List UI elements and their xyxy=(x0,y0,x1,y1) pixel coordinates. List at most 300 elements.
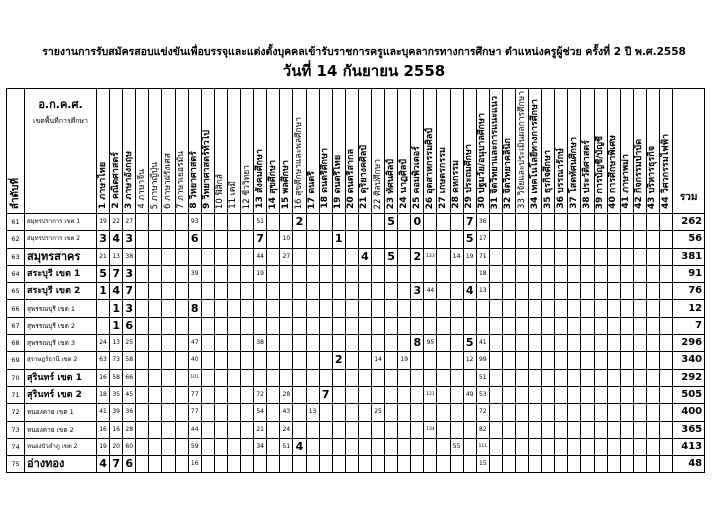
cell-count xyxy=(516,231,529,248)
cell-count xyxy=(241,283,254,300)
cell-count xyxy=(594,404,607,421)
cell-count xyxy=(568,335,581,352)
cell-count xyxy=(267,352,280,369)
cell-count xyxy=(227,421,240,438)
cell-count xyxy=(136,421,149,438)
cell-count xyxy=(201,300,214,317)
cell-count xyxy=(529,231,542,248)
cell-count xyxy=(437,317,450,334)
cell-count xyxy=(385,283,398,300)
cell-count xyxy=(293,317,306,334)
cell-count xyxy=(149,265,162,282)
cell-count xyxy=(371,248,384,265)
cell-count xyxy=(463,300,476,317)
cell-count xyxy=(424,300,437,317)
cell-count: 121 xyxy=(424,386,437,403)
cell-count xyxy=(581,386,594,403)
cell-count xyxy=(332,283,345,300)
cell-count xyxy=(411,352,424,369)
cell-count: 44 xyxy=(424,283,437,300)
cell-count xyxy=(306,335,319,352)
cell-count xyxy=(555,404,568,421)
header-subject: 8 วิทยาศาสตร์ xyxy=(188,89,201,214)
cell-count xyxy=(581,283,594,300)
cell-count xyxy=(450,421,463,438)
cell-count: 44 xyxy=(188,421,201,438)
cell-count xyxy=(149,438,162,455)
cell-count xyxy=(175,421,188,438)
cell-count xyxy=(371,213,384,230)
cell-count xyxy=(345,438,358,455)
cell-count xyxy=(319,404,332,421)
cell-count xyxy=(280,335,293,352)
cell-count xyxy=(267,386,280,403)
cell-count xyxy=(345,456,358,473)
cell-count xyxy=(502,438,515,455)
cell-count xyxy=(620,335,633,352)
cell-count: 21 xyxy=(97,248,110,265)
cell-count xyxy=(214,248,227,265)
cell-count xyxy=(633,404,646,421)
cell-count xyxy=(450,335,463,352)
cell-count xyxy=(398,438,411,455)
cell-count xyxy=(241,317,254,334)
cell-count xyxy=(345,265,358,282)
cell-count xyxy=(660,456,673,473)
cell-count: 13 xyxy=(110,248,123,265)
cell-count xyxy=(136,231,149,248)
cell-count: 5 xyxy=(385,213,398,230)
cell-count: 39 xyxy=(188,265,201,282)
cell-count xyxy=(358,352,371,369)
cell-count xyxy=(516,335,529,352)
cell-count xyxy=(385,265,398,282)
row-number: 69 xyxy=(7,352,25,369)
cell-count xyxy=(463,438,476,455)
cell-count xyxy=(398,456,411,473)
cell-count xyxy=(411,421,424,438)
cell-count xyxy=(489,386,502,403)
cell-count xyxy=(594,335,607,352)
cell-count xyxy=(136,317,149,334)
cell-count xyxy=(227,248,240,265)
cell-count xyxy=(201,283,214,300)
cell-count xyxy=(516,265,529,282)
row-number: 61 xyxy=(7,213,25,230)
cell-count xyxy=(529,438,542,455)
cell-count xyxy=(385,335,398,352)
cell-count xyxy=(555,213,568,230)
cell-count xyxy=(358,300,371,317)
cell-count xyxy=(241,421,254,438)
cell-count xyxy=(332,213,345,230)
cell-count: 77 xyxy=(188,404,201,421)
cell-count xyxy=(529,352,542,369)
cell-count xyxy=(542,335,555,352)
cell-count xyxy=(214,317,227,334)
cell-count xyxy=(162,369,175,386)
cell-count xyxy=(516,248,529,265)
cell-count xyxy=(358,213,371,230)
header-subject: 37 โสตทัศนศึกษา xyxy=(568,89,581,214)
cell-count xyxy=(437,386,450,403)
cell-count xyxy=(620,283,633,300)
cell-count xyxy=(502,369,515,386)
cell-count xyxy=(358,438,371,455)
cell-count: 49 xyxy=(463,386,476,403)
table-row xyxy=(7,213,705,230)
cell-count xyxy=(398,404,411,421)
cell-count xyxy=(267,369,280,386)
cell-count: 82 xyxy=(476,421,489,438)
cell-count xyxy=(542,231,555,248)
cell-count: 63 xyxy=(97,352,110,369)
cell-count xyxy=(633,352,646,369)
cell-count xyxy=(607,421,620,438)
cell-count xyxy=(424,231,437,248)
header-subject: 44 วิศวกรรมไฟฟ้า xyxy=(660,89,673,214)
header-subject: 38 ประวัติศาสตร์ xyxy=(581,89,594,214)
cell-count xyxy=(594,231,607,248)
cell-count xyxy=(319,300,332,317)
cell-count xyxy=(162,213,175,230)
cell-count xyxy=(306,283,319,300)
cell-count xyxy=(581,248,594,265)
cell-count xyxy=(542,438,555,455)
cell-count: 38 xyxy=(254,335,267,352)
cell-count xyxy=(345,317,358,334)
cell-count xyxy=(398,283,411,300)
header-subject: 42 กิจกรรมบำบัด xyxy=(633,89,646,214)
cell-count xyxy=(633,438,646,455)
cell-count xyxy=(188,248,201,265)
cell-count xyxy=(529,404,542,421)
cell-count xyxy=(516,386,529,403)
cell-count xyxy=(424,317,437,334)
cell-count xyxy=(175,335,188,352)
cell-count: 7 xyxy=(254,231,267,248)
cell-count: 39 xyxy=(110,404,123,421)
cell-count xyxy=(201,335,214,352)
table-row xyxy=(7,335,705,352)
header-area xyxy=(25,89,97,214)
cell-count xyxy=(594,283,607,300)
cell-count xyxy=(293,421,306,438)
cell-count xyxy=(489,317,502,334)
cell-count xyxy=(581,438,594,455)
cell-count xyxy=(516,404,529,421)
cell-count xyxy=(489,438,502,455)
cell-count xyxy=(201,352,214,369)
cell-count xyxy=(214,283,227,300)
cell-count xyxy=(516,421,529,438)
cell-count xyxy=(358,283,371,300)
header-subject: 20 ดนตรีสากล xyxy=(345,89,358,214)
cell-count xyxy=(633,456,646,473)
cell-count xyxy=(542,283,555,300)
header-subject: 34 เทคโนโลยีทางการศึกษา xyxy=(529,89,542,214)
cell-count xyxy=(424,352,437,369)
cell-count xyxy=(319,352,332,369)
cell-count xyxy=(489,265,502,282)
cell-count xyxy=(581,456,594,473)
cell-count xyxy=(175,283,188,300)
cell-count: 55 xyxy=(450,438,463,455)
cell-count xyxy=(345,421,358,438)
cell-count xyxy=(358,317,371,334)
cell-count xyxy=(267,213,280,230)
cell-count xyxy=(437,265,450,282)
cell-count xyxy=(267,317,280,334)
cell-count xyxy=(660,300,673,317)
cell-count xyxy=(424,404,437,421)
cell-count xyxy=(385,231,398,248)
cell-count: 1 xyxy=(97,283,110,300)
cell-count xyxy=(555,352,568,369)
cell-count xyxy=(280,317,293,334)
header-subject: 33 วิจัยและประเมินผลการศึกษา xyxy=(516,89,529,214)
cell-count xyxy=(293,283,306,300)
cell-count xyxy=(568,386,581,403)
row-area: สระบุรี เขต 2 xyxy=(25,283,97,300)
cell-count xyxy=(241,404,254,421)
cell-count xyxy=(267,300,280,317)
cell-count xyxy=(476,317,489,334)
cell-count xyxy=(502,404,515,421)
row-total: 7 xyxy=(673,317,705,334)
header-subject: 43 บริหารธุรกิจ xyxy=(646,89,659,214)
cell-count xyxy=(450,231,463,248)
cell-count xyxy=(201,456,214,473)
cell-count xyxy=(358,386,371,403)
cell-count xyxy=(660,352,673,369)
cell-count xyxy=(136,404,149,421)
cell-count: 25 xyxy=(371,404,384,421)
cell-count xyxy=(646,369,659,386)
header-subject: 19 ดนตรีไทย xyxy=(332,89,345,214)
header-subject: 32 จิตวิทยาคลินิก xyxy=(502,89,515,214)
cell-count xyxy=(254,300,267,317)
cell-count xyxy=(516,317,529,334)
cell-count xyxy=(489,283,502,300)
header-subject: 2 คณิตศาสตร์ xyxy=(110,89,123,214)
cell-count: 44 xyxy=(254,248,267,265)
cell-count xyxy=(254,283,267,300)
cell-count: 24 xyxy=(280,421,293,438)
cell-count: 25 xyxy=(123,335,136,352)
cell-count xyxy=(607,404,620,421)
cell-count xyxy=(358,369,371,386)
header-subject: 25 คอมพิวเตอร์ xyxy=(411,89,424,214)
cell-count xyxy=(385,352,398,369)
header-subject: 4 ภาษาจีน xyxy=(136,89,149,214)
cell-count xyxy=(201,438,214,455)
cell-count xyxy=(529,317,542,334)
table-row xyxy=(7,248,705,265)
cell-count xyxy=(411,369,424,386)
cell-count xyxy=(594,352,607,369)
cell-count xyxy=(437,213,450,230)
cell-count xyxy=(175,369,188,386)
cell-count: 36 xyxy=(123,404,136,421)
cell-count: 59 xyxy=(188,438,201,455)
cell-count xyxy=(620,248,633,265)
cell-count xyxy=(136,248,149,265)
cell-count xyxy=(489,352,502,369)
cell-count xyxy=(345,231,358,248)
cell-count xyxy=(149,369,162,386)
row-number: 68 xyxy=(7,335,25,352)
cell-count xyxy=(371,456,384,473)
cell-count xyxy=(162,438,175,455)
cell-count xyxy=(319,335,332,352)
cell-count xyxy=(568,352,581,369)
cell-count xyxy=(371,300,384,317)
row-area: สุพรรณบุรี เขต 2 xyxy=(25,317,97,334)
cell-count xyxy=(581,369,594,386)
cell-count xyxy=(542,456,555,473)
row-area: สุรินทร์ เขต 1 xyxy=(25,369,97,386)
cell-count xyxy=(332,317,345,334)
cell-count xyxy=(555,335,568,352)
cell-count xyxy=(437,300,450,317)
header-subject: 18 ดนตรีศึกษา xyxy=(319,89,332,214)
cell-count xyxy=(411,265,424,282)
cell-count xyxy=(149,300,162,317)
cell-count xyxy=(646,265,659,282)
cell-count xyxy=(450,386,463,403)
cell-count: 19 xyxy=(97,438,110,455)
cell-count xyxy=(306,438,319,455)
cell-count: 4 xyxy=(463,283,476,300)
cell-count xyxy=(227,231,240,248)
cell-count xyxy=(214,352,227,369)
cell-count xyxy=(620,317,633,334)
cell-count xyxy=(607,213,620,230)
cell-count xyxy=(463,369,476,386)
cell-count xyxy=(646,317,659,334)
cell-count xyxy=(660,369,673,386)
cell-count xyxy=(293,265,306,282)
cell-count xyxy=(660,438,673,455)
cell-count xyxy=(489,300,502,317)
row-total: 48 xyxy=(673,456,705,473)
cell-count xyxy=(162,317,175,334)
row-total: 505 xyxy=(673,386,705,403)
cell-count: 1 xyxy=(110,300,123,317)
cell-count xyxy=(529,248,542,265)
cell-count: 24 xyxy=(97,335,110,352)
row-number: 74 xyxy=(7,438,25,455)
row-area: หนองคาย เขต 2 xyxy=(25,421,97,438)
cell-count: 58 xyxy=(110,369,123,386)
cell-count xyxy=(214,369,227,386)
cell-count: 93 xyxy=(188,213,201,230)
cell-count: 0 xyxy=(411,213,424,230)
cell-count xyxy=(293,335,306,352)
cell-count xyxy=(332,404,345,421)
cell-count: 99 xyxy=(476,352,489,369)
cell-count: 13 xyxy=(110,335,123,352)
cell-count xyxy=(358,421,371,438)
cell-count xyxy=(594,317,607,334)
cell-count xyxy=(542,300,555,317)
cell-count xyxy=(516,369,529,386)
row-number: 66 xyxy=(7,300,25,317)
header-area-sub: เขตพื้นที่การศึกษา xyxy=(33,117,88,125)
cell-count xyxy=(555,421,568,438)
cell-count xyxy=(581,317,594,334)
cell-count xyxy=(502,283,515,300)
header-subject: 6 ภาษาฝรั่งเศส xyxy=(162,89,175,214)
header-subject: 23 ทัศนศิลป์ xyxy=(385,89,398,214)
cell-count xyxy=(136,213,149,230)
row-area: สระบุรี เขต 1 xyxy=(25,265,97,282)
header-subject: 30 ปฐมวัย/อนุบาลศึกษา xyxy=(476,89,489,214)
cell-count xyxy=(411,317,424,334)
cell-count xyxy=(136,352,149,369)
cell-count xyxy=(214,265,227,282)
cell-count xyxy=(516,352,529,369)
cell-count: 3 xyxy=(123,265,136,282)
cell-count xyxy=(371,386,384,403)
cell-count: 4 xyxy=(97,456,110,473)
cell-count: 2 xyxy=(293,213,306,230)
cell-count xyxy=(280,283,293,300)
cell-count xyxy=(542,386,555,403)
cell-count xyxy=(594,248,607,265)
row-total: 365 xyxy=(673,421,705,438)
cell-count xyxy=(568,456,581,473)
cell-count: 35 xyxy=(110,386,123,403)
cell-count xyxy=(162,386,175,403)
cell-count xyxy=(607,265,620,282)
cell-count xyxy=(489,456,502,473)
cell-count: 1 xyxy=(332,231,345,248)
cell-count: 12 xyxy=(463,352,476,369)
cell-count xyxy=(568,369,581,386)
cell-count xyxy=(633,213,646,230)
cell-count xyxy=(293,386,306,403)
cell-count xyxy=(516,283,529,300)
cell-count: 22 xyxy=(110,213,123,230)
cell-count xyxy=(411,386,424,403)
cell-count xyxy=(660,421,673,438)
cell-count xyxy=(227,456,240,473)
cell-count xyxy=(489,231,502,248)
cell-count xyxy=(306,386,319,403)
cell-count xyxy=(345,386,358,403)
cell-count xyxy=(450,300,463,317)
cell-count xyxy=(529,456,542,473)
cell-count xyxy=(319,421,332,438)
cell-count xyxy=(607,456,620,473)
cell-count xyxy=(306,421,319,438)
cell-count xyxy=(516,438,529,455)
cell-count xyxy=(542,213,555,230)
cell-count: 66 xyxy=(123,369,136,386)
cell-count xyxy=(581,300,594,317)
header-subject: 24 นาฏศิลป์ xyxy=(398,89,411,214)
table-row xyxy=(7,283,705,300)
cell-count xyxy=(555,265,568,282)
cell-count xyxy=(502,421,515,438)
cell-count xyxy=(227,300,240,317)
cell-count xyxy=(319,438,332,455)
header-subject: 13 สังคมศึกษา xyxy=(254,89,267,214)
cell-count xyxy=(516,300,529,317)
cell-count xyxy=(149,248,162,265)
